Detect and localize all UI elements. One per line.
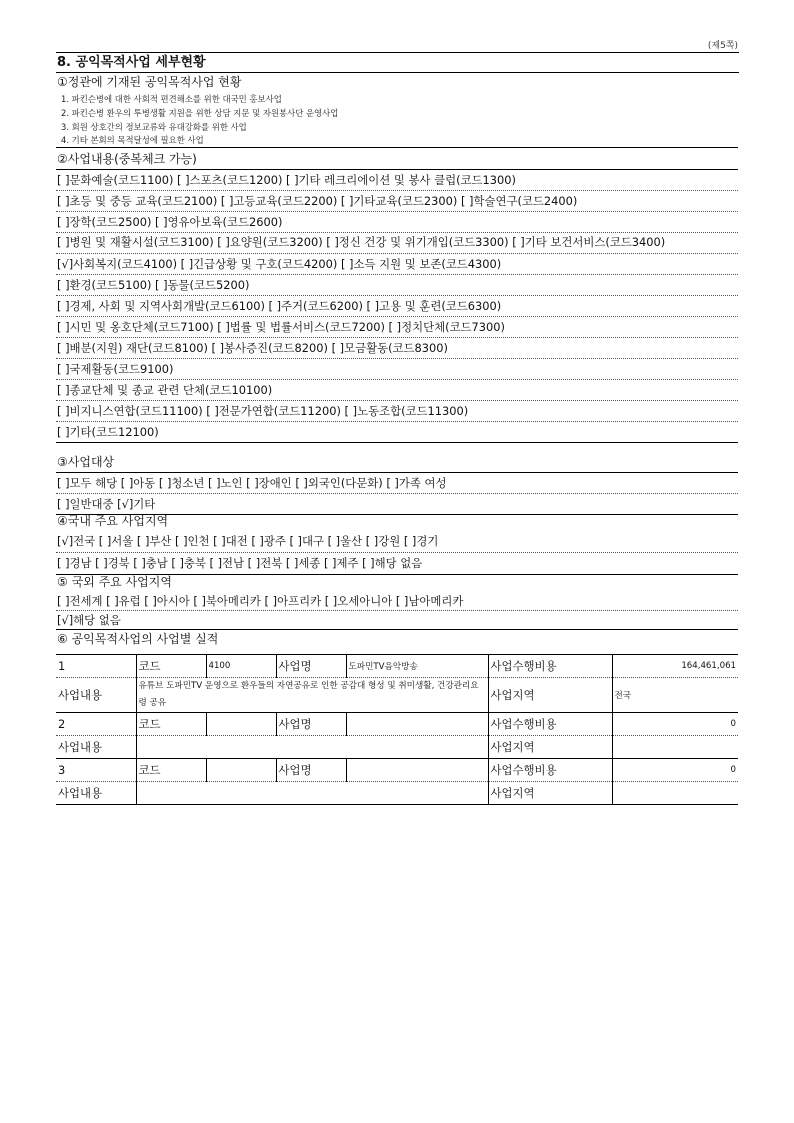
region-label: 사업지역	[488, 782, 612, 805]
row-number: 1	[56, 655, 136, 678]
table-row	[56, 736, 738, 759]
checkbox-line[interactable]: [ ]국제활동(코드9100)	[56, 359, 738, 380]
checkbox-line[interactable]: [ ]병원 및 재활시설(코드3100) [ ]요양원(코드3200) [ ]정신 건강 및 위기개입(코드3300) [ ]기타 보건서비스(코드3400)	[56, 233, 738, 254]
list-item: 3. 회원 상호간의 정보교류와 유대강화를 위한 사업	[61, 122, 247, 132]
section-heading: ⑥ 공익목적사업의 사업별 실적	[57, 632, 219, 646]
region-value	[612, 736, 738, 759]
content-label: 사업내용	[56, 678, 136, 713]
page-title: 8. 공익목적사업 세부현황	[56, 52, 739, 73]
name-value: 도파민TV음악방송	[346, 655, 488, 678]
checkbox-line[interactable]: [ ]기타(코드12100)	[56, 422, 738, 443]
section-target	[56, 453, 738, 515]
checkbox-line[interactable]: [ ]초등 및 중등 교육(코드2100) [ ]고등교육(코드2200) [ ]기타교육(코드2300) [ ]학술연구(코드2400)	[56, 191, 738, 212]
content-label: 사업내용	[56, 736, 136, 759]
cost-value: 164,461,061	[612, 655, 738, 678]
code-value: 4100	[206, 655, 276, 678]
content-label: 사업내용	[56, 782, 136, 805]
row-number: 3	[56, 759, 136, 782]
table-row	[56, 655, 738, 678]
checkbox-line[interactable]: [ ]경제, 사회 및 지역사회개발(코드6100) [ ]주거(코드6200) [ ]고용 및 훈련(코드6300)	[56, 296, 738, 317]
section-heading: ④국내 주요 사업지역	[57, 514, 169, 528]
region-label: 사업지역	[488, 736, 612, 759]
table-row	[56, 782, 738, 805]
name-label: 사업명	[276, 655, 346, 678]
checkbox-line[interactable]: [ ]일반대중 [√]기타	[56, 494, 738, 515]
name-label: 사업명	[276, 713, 346, 736]
checkbox-line[interactable]: [ ]문화예술(코드1100) [ ]스포츠(코드1200) [ ]기타 레크리에이션 및 봉사 클럽(코드1300)	[56, 170, 738, 191]
cost-label: 사업수행비용	[488, 655, 612, 678]
row-number: 2	[56, 713, 136, 736]
section-performance	[56, 630, 738, 649]
section-articles	[56, 73, 738, 148]
section-overseas-region	[56, 573, 738, 630]
region-value: 전국	[612, 678, 738, 713]
table-row	[56, 678, 738, 713]
content-value: 유튜브 도파민TV 운영으로 환우들의 자연공유로 인한 공감대 형성 및 취미생활, 건강관리요령 공유	[136, 678, 488, 713]
table-row	[56, 713, 738, 736]
checkbox-line[interactable]: [ ]배분(지원) 재단(코드8100) [ ]봉사증진(코드8200) [ ]모금활동(코드8300)	[56, 338, 738, 359]
content-value	[136, 782, 488, 805]
cost-value: 0	[612, 713, 738, 736]
content-value	[136, 736, 488, 759]
code-label: 코드	[136, 713, 206, 736]
checkbox-line[interactable]: [ ]환경(코드5100) [ ]동물(코드5200)	[56, 275, 738, 296]
code-label: 코드	[136, 759, 206, 782]
checkbox-line[interactable]: [ ]장학(코드2500) [ ]영유아보육(코드2600)	[56, 212, 738, 233]
checkbox-line[interactable]: [ ]종교단체 및 종교 관련 단체(코드10100)	[56, 380, 738, 401]
section-heading: ⑤ 국외 주요 사업지역	[57, 575, 172, 589]
section-domestic-region	[56, 512, 738, 575]
name-value	[346, 713, 488, 736]
code-value	[206, 713, 276, 736]
code-value	[206, 759, 276, 782]
region-label: 사업지역	[488, 678, 612, 713]
cost-label: 사업수행비용	[488, 713, 612, 736]
cost-value: 0	[612, 759, 738, 782]
performance-table	[56, 654, 738, 805]
checkbox-line[interactable]: [ ]전세계 [ ]유럽 [ ]아시아 [ ]북아메리카 [ ]아프리카 [ ]오세아니아 [ ]남아메리카	[56, 592, 738, 611]
checkbox-line[interactable]: [√]사회복지(코드4100) [ ]긴급상황 및 구호(코드4200) [ ]소득 지원 및 보존(코드4300)	[56, 254, 738, 275]
section-heading: ③사업대상	[56, 453, 738, 473]
checkbox-line[interactable]: [ ]비지니스연합(코드11100) [ ]전문가연합(코드11200) [ ]노동조합(코드11300)	[56, 401, 738, 422]
name-label: 사업명	[276, 759, 346, 782]
checkbox-line[interactable]: [ ]경남 [ ]경북 [ ]충남 [ ]충북 [ ]전남 [ ]전북 [ ]세종 [ ]제주 [ ]해당 없음	[56, 553, 738, 575]
cost-label: 사업수행비용	[488, 759, 612, 782]
table-row	[56, 759, 738, 782]
checkbox-line[interactable]: [√]해당 없음	[56, 611, 738, 630]
name-value	[346, 759, 488, 782]
section-business-content	[56, 150, 738, 443]
section-heading: ①정관에 기재된 공익목적사업 현황	[57, 75, 242, 89]
code-label: 코드	[136, 655, 206, 678]
checkbox-line[interactable]: [ ]시민 및 옹호단체(코드7100) [ ]법률 및 법률서비스(코드7200) [ ]정치단체(코드7300)	[56, 317, 738, 338]
region-value	[612, 782, 738, 805]
list-item: 1. 파킨슨병에 대한 사회적 편견해소를 위한 대국민 홍보사업	[61, 94, 282, 104]
list-item: 2. 파킨슨병 환우의 투병생활 지원을 위한 상담 지문 및 자원봉사단 운영사업	[61, 108, 339, 118]
checkbox-line[interactable]: [ ]모두 해당 [ ]아동 [ ]청소년 [ ]노인 [ ]장애인 [ ]외국인(다문화) [ ]가족 여성	[56, 473, 738, 494]
list-item: 4. 기타 본회의 목적달성에 필요한 사업	[56, 134, 738, 148]
section-heading: ②사업내용(중복체크 가능)	[56, 150, 738, 170]
checkbox-line[interactable]: [√]전국 [ ]서울 [ ]부산 [ ]인천 [ ]대전 [ ]광주 [ ]대구 [ ]울산 [ ]강원 [ ]경기	[56, 531, 738, 553]
form-number: (제5쪽)	[707, 41, 738, 51]
